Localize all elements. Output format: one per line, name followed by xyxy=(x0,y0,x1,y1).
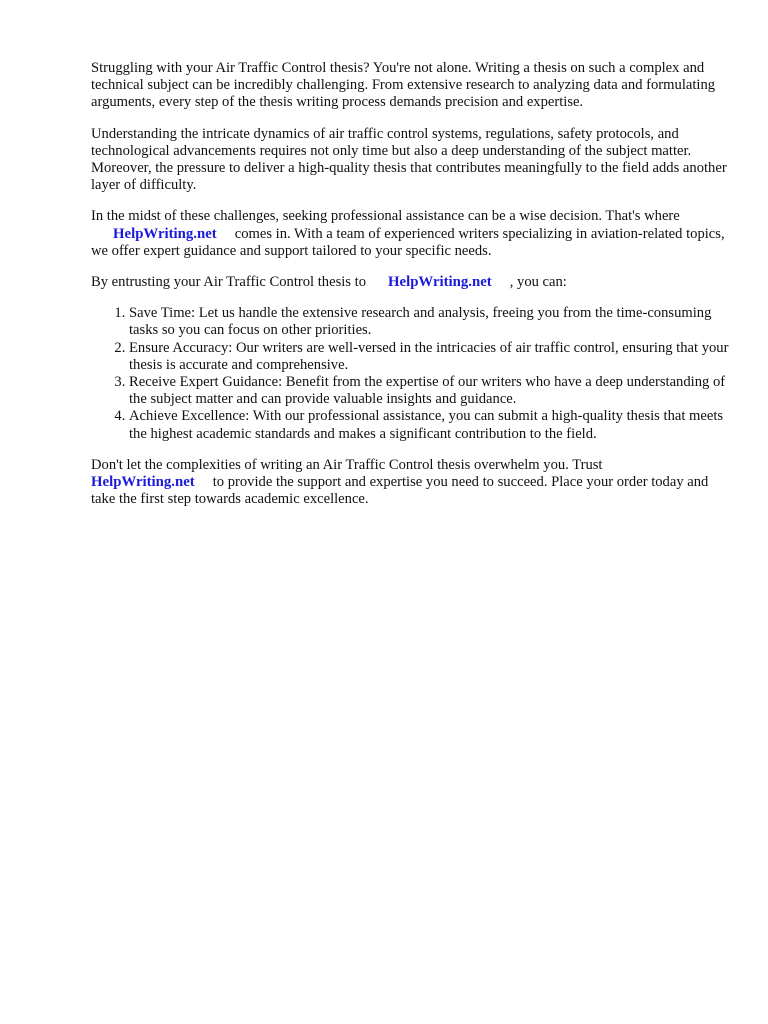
entrust-text-after: , you can: xyxy=(509,274,567,291)
document-body xyxy=(91,60,731,522)
understanding-paragraph: Understanding the intricate dynamics of air traffic control systems, regulations, safety protocols, and technological advancements requires not only time but also a deep understanding of the subject matter. Moreover, the pressure to deliver a high-quality thesis that contributes meaningfully to the field adds another layer of difficulty. xyxy=(91,125,727,194)
list-item: 4. Achieve Excellence: With our professional assistance, you can submit a high-quality thesis that meets the highest academic standards and makes a significant contribution to the field. xyxy=(129,408,731,442)
benefits-list xyxy=(91,305,731,443)
list-item: 1. Save Time: Let us handle the extensive research and analysis, freeing you from the time-consuming tasks so you can focus on other priorities. xyxy=(129,305,731,339)
challenges-paragraph xyxy=(91,208,731,260)
intro-paragraph: Struggling with your Air Traffic Control thesis? You're not alone. Writing a thesis on such a complex and technical subject can be incredibly challenging. From extensive research to analyzing data and formulating arguments, every step of the thesis writing process demands precision and expertise. xyxy=(91,60,716,111)
entrust-text-before: By entrusting your Air Traffic Control thesis to xyxy=(91,274,366,291)
helpwriting-link[interactable]: HelpWriting.net xyxy=(91,474,195,491)
challenges-text-before: In the midst of these challenges, seeking professional assistance can be a wise decision. That's where xyxy=(91,208,680,225)
closing-paragraph xyxy=(91,457,731,509)
entrust-paragraph xyxy=(91,274,731,291)
closing-text-before: Don't let the complexities of writing an Air Traffic Control thesis overwhelm you. Trust xyxy=(91,456,603,473)
helpwriting-link[interactable]: HelpWriting.net xyxy=(113,225,217,242)
list-item: 2. Ensure Accuracy: Our writers are well-versed in the intricacies of air traffic control, ensuring that your thesis is accurate and comprehensive. xyxy=(129,340,731,374)
helpwriting-link[interactable]: HelpWriting.net xyxy=(388,274,492,291)
list-item: 3. Receive Expert Guidance: Benefit from the expertise of our writers who have a deep understanding of the subject matter and can provide valuable insights and guidance. xyxy=(129,374,731,408)
closing-text-after: to provide the support and expertise you need to succeed. Place your order today and take the first step towards academic excellence. xyxy=(91,474,709,508)
challenges-text-after: comes in. With a team of experienced writers specializing in aviation-related topics, we offer expert guidance and support tailored to your specific needs. xyxy=(91,225,725,259)
